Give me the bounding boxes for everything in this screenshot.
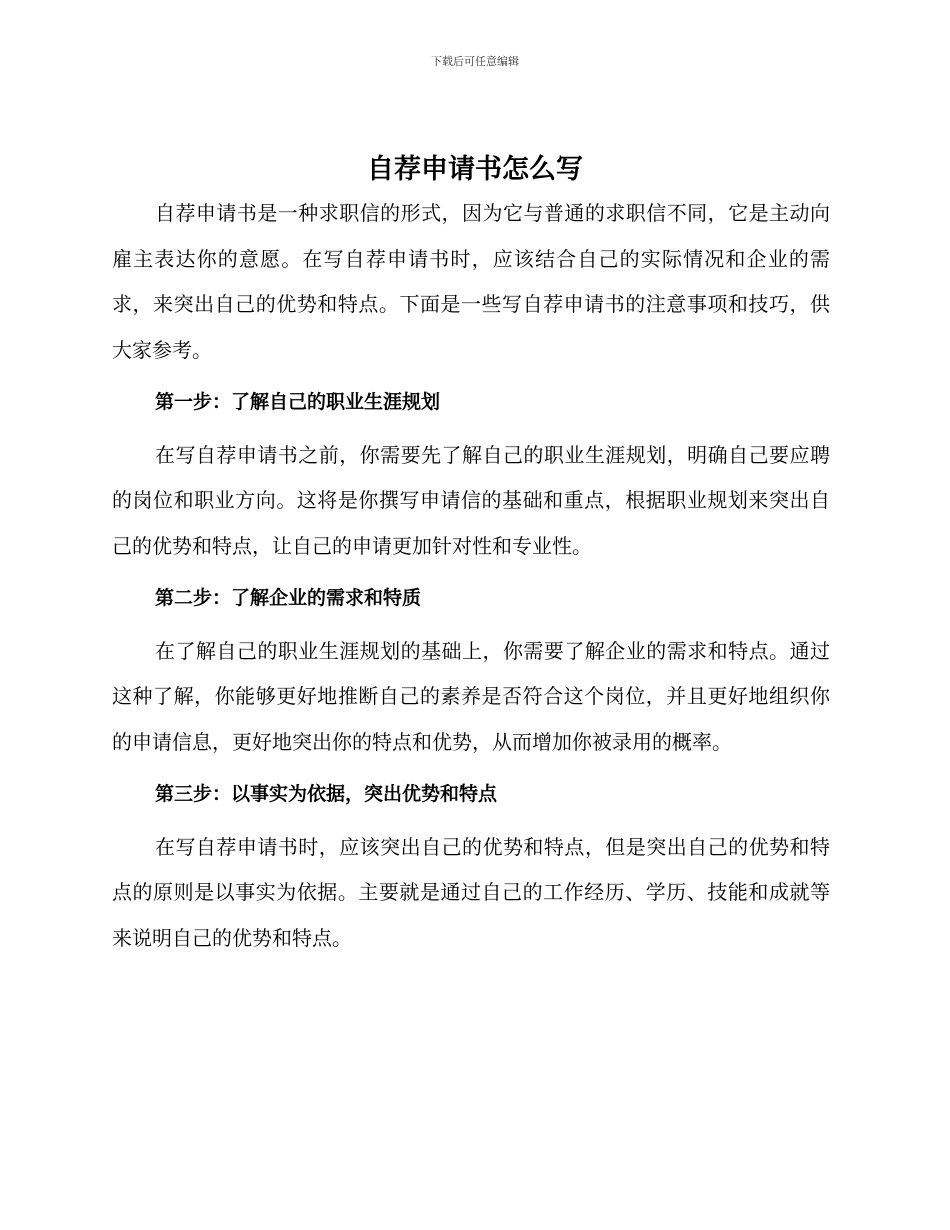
step-2-paragraph: 在了解自己的职业生涯规划的基础上，你需要了解企业的需求和特点。通过这种了解，你能够更好地推断自己的素养是否符合这个岗位，并且更好地组织你的申请信息，更好地突出你的特点和优势，从而增加你被录用的概率。 xyxy=(112,638,830,754)
step-3-heading: 第三步：以事实为依据，突出优势和特点 xyxy=(155,783,498,805)
document-title: 自荐申请书怎么写 xyxy=(367,154,583,185)
step-1-heading: 第一步：了解自己的职业生涯规划 xyxy=(155,391,441,413)
document-body xyxy=(112,191,830,961)
step-2-heading: 第二步：了解企业的需求和特质 xyxy=(155,587,422,609)
step-1-paragraph: 在写自荐申请书之前，你需要先了解自己的职业生涯规划，明确自己要应聘的岗位和职业方向。这将是你撰写申请信的基础和重点，根据职业规划来突出自己的优势和特点，让自己的申请更加针对性和专业性。 xyxy=(112,442,830,558)
step-3-paragraph: 在写自荐申请书时，应该突出自己的优势和特点，但是突出自己的优势和特点的原则是以事实为依据。主要就是通过自己的工作经历、学历、技能和成就等来说明自己的优势和特点。 xyxy=(112,834,830,950)
intro-paragraph: 自荐申请书是一种求职信的形式，因为它与普通的求职信不同，它是主动向雇主表达你的意愿。在写自荐申请书时，应该结合自己的实际情况和企业的需求，来突出自己的优势和特点。下面是一些写自荐申请书的注意事项和技巧，供大家参考。 xyxy=(112,201,830,362)
page-header-note: 下载后可任意编辑 xyxy=(431,55,519,68)
